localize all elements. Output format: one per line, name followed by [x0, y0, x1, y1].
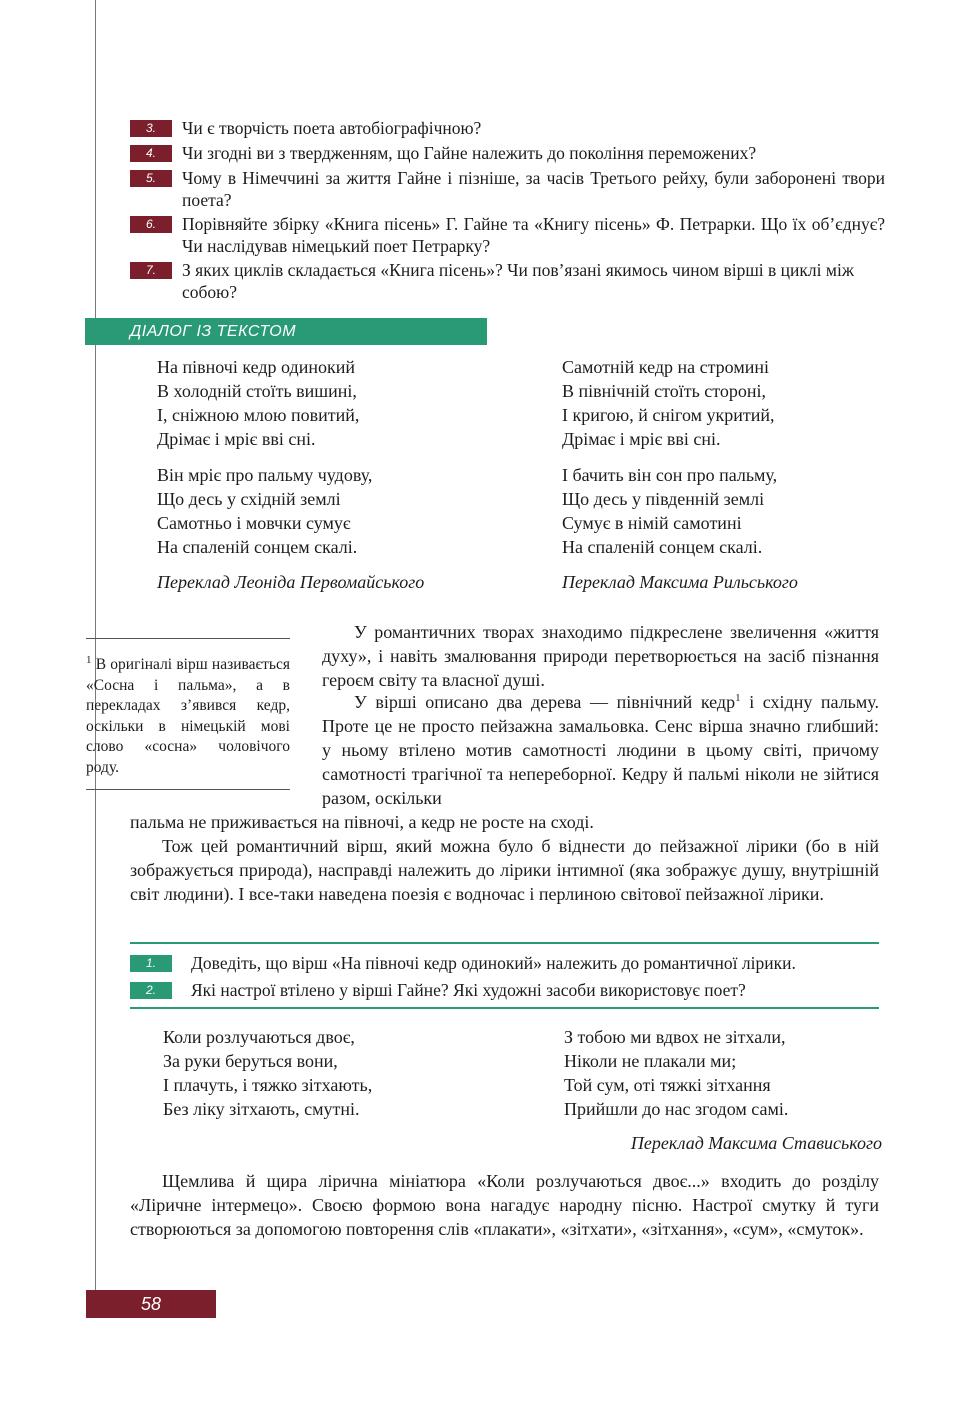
question-number: 5.: [130, 170, 172, 187]
footnote-rule-top: [86, 638, 290, 639]
question-1: [130, 952, 879, 974]
question-5: [130, 167, 885, 211]
question-text: Доведіть, що вірш «На півночі кедр одинокий» належить до романтичної лірики.: [191, 953, 796, 973]
poem-line: Прийшли до нас згодом самі.: [564, 1099, 789, 1119]
poem-line: І кригою, й снігом укритий,: [562, 405, 775, 425]
question-text: Чи є творчість поета автобіографічною?: [182, 118, 482, 138]
poem-line: Сумує в німій самотині: [562, 513, 742, 533]
poem-line: Дрімає і мріє вві сні.: [157, 429, 316, 449]
footnote-rule-bottom: [86, 789, 290, 790]
poem-line: Він мріє про пальму чудову,: [157, 465, 373, 485]
body-text: У вірші описано два дерева — північний кедр: [354, 692, 736, 712]
questions-rule-top: [130, 942, 879, 944]
poem2-left-column: [163, 1025, 543, 1121]
question-number: 2.: [130, 982, 172, 999]
poem-line: І, сніжною млою повитий,: [157, 405, 360, 425]
poem-translation-left: [157, 355, 517, 559]
body-paragraph: У романтичних творах знаходимо підкреслене звеличення «життя духу», і навіть змалювання природи перетворюється на засіб пізнання героєм світу та власної душі.: [322, 622, 879, 690]
poem-line: І бачить він сон про пальму,: [562, 465, 778, 485]
question-number: 3.: [130, 120, 172, 137]
question-6: [130, 213, 885, 257]
question-text: Які настрої втілено у вірші Гайне? Які художні засоби використовує поет?: [191, 980, 746, 1000]
question-text: З яких циклів складається «Книга пісень»? Чи пов’язані якимось чином вірші в циклі між собою?: [182, 260, 854, 302]
poem-line: І плачуть, і тяжко зітхають,: [163, 1075, 373, 1095]
body-paragraph: Тож цей романтичний вірш, який можна було б віднести до пейзажної лірики (бо в ній зображується природа), насправді належить до лірики інтимної (яка зображує душу, внутрішній світ людини). І все-таки наведена поезія є водночас і перлиною світової пейзажної лірики.: [130, 836, 879, 904]
poem-line: Коли розлучаються двоє,: [163, 1027, 355, 1047]
poem-line: Що десь у східній землі: [157, 489, 341, 509]
question-4: [130, 142, 885, 164]
body-paragraph: Щемлива й щира лірична мініатюра «Коли розлучаються двоє...» входить до розділу «Ліричне інтермецо». Своєю формою вона нагадує народну пісню. Настрої смутку й туги створюються за допомогою повторення слів «плакати», «зітхати», «зітхання», «сум», «смуток».: [130, 1171, 879, 1239]
body-paragraph: [322, 690, 879, 810]
poem-line: В холодній стоїть вишині,: [157, 381, 357, 401]
translator-credit: Переклад Максима Стависького: [630, 1133, 882, 1153]
stanza: [157, 463, 517, 559]
footnote-mark: 1: [86, 653, 92, 666]
footnote: [86, 655, 290, 778]
question-text: Чи згодні ви з твердженням, що Гайне належить до покоління переможених?: [182, 143, 757, 163]
stanza: [562, 355, 882, 451]
footnote-text: В оригіналі вірш називається «Сосна і пальма», а в перекладах з’явився кедр, оскільки в німецькій мові слово «сосна» чоловічого роду.: [86, 656, 290, 776]
footnote-ref: 1: [735, 692, 741, 704]
poem-line: Той сум, оті тяжкі зітхання: [564, 1075, 771, 1095]
body-text: і східну пальму. Проте це не просто пейзажна замальовка. Сенс вірша значно глибший: у ньому втілено мотив самотності людини в цьому світі, причому самотності трагічної та непереборної. Кедру й пальмі ніколи не зійтися разом, оскільки: [322, 692, 879, 808]
translator-credit: Переклад Максима Рильського: [562, 572, 798, 592]
question-2: [130, 979, 879, 1001]
translator-credit: Переклад Леоніда Первомайського: [157, 572, 425, 592]
body-paragraph-continuation: пальма не приживається на півночі, а кедр не росте на сході.: [130, 812, 594, 832]
poem-line: На спаленій сонцем скалі.: [562, 537, 763, 557]
question-3: [130, 117, 885, 139]
section-banner: ДІАЛОГ ІЗ ТЕКСТОМ: [85, 318, 487, 345]
poem-line: В північній стоїть стороні,: [562, 381, 767, 401]
poem-line: Без ліку зітхають, смутні.: [163, 1099, 360, 1119]
poem-line: За руки беруться вони,: [163, 1051, 338, 1071]
poem-line: Що десь у південній землі: [562, 489, 765, 509]
question-text: Порівняйте збірку «Книга пісень» Г. Гайне та «Книгу пісень» Ф. Петрарки. Що їх об’єднує? Чи наслідував німецький поет Петрарку?: [182, 214, 885, 256]
question-text: Чому в Німеччині за життя Гайне і пізніше, за часів Третього рейху, були заборонені твори поета?: [182, 168, 885, 210]
question-number: 1.: [130, 955, 172, 972]
question-number: 6.: [130, 216, 172, 233]
poem-line: Самотній кедр на стромині: [562, 357, 769, 377]
stanza: [562, 463, 882, 559]
poem-line: З тобою ми вдвох не зітхали,: [564, 1027, 786, 1047]
question-number: 7.: [130, 262, 172, 279]
stanza: [157, 355, 517, 451]
poem-line: Ніколи не плакали ми;: [564, 1051, 737, 1071]
poem-translation-right: [562, 355, 882, 559]
questions-rule-bottom: [130, 1007, 879, 1009]
page-number: 58: [86, 1290, 216, 1318]
poem2-right-column: [564, 1025, 884, 1121]
poem-line: На спаленій сонцем скалі.: [157, 537, 358, 557]
poem-line: Дрімає і мріє вві сні.: [562, 429, 721, 449]
question-7: [130, 259, 885, 303]
poem-line: На півночі кедр одинокий: [157, 357, 355, 377]
question-number: 4.: [130, 145, 172, 162]
poem-line: Самотньо і мовчки сумує: [157, 513, 351, 533]
